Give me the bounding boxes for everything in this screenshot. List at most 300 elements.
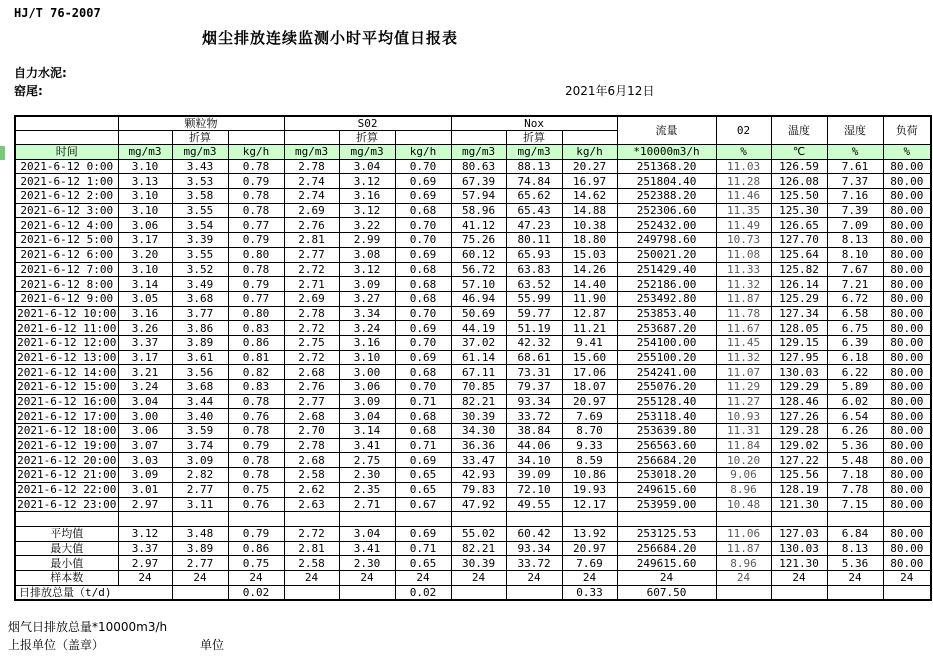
value-cell: 3.21 bbox=[118, 365, 172, 380]
value-cell: 2.77 bbox=[172, 482, 228, 497]
value-cell: 2.71 bbox=[339, 497, 395, 512]
time-cell: 2021-6-12 4:00 bbox=[15, 218, 118, 233]
blank-row bbox=[15, 512, 931, 527]
header-sub-so2: 折算 bbox=[339, 131, 395, 145]
table-row bbox=[15, 468, 931, 483]
value-cell: 126.65 bbox=[771, 218, 827, 233]
value-cell: 253687.20 bbox=[617, 321, 716, 336]
value-cell: 9.41 bbox=[562, 335, 617, 350]
value-cell: 2.77 bbox=[284, 247, 339, 262]
value-cell: 80.00 bbox=[883, 203, 931, 218]
time-cell: 2021-6-12 20:00 bbox=[15, 453, 118, 468]
value-cell: 57.94 bbox=[451, 189, 506, 204]
value-cell: 129.02 bbox=[771, 438, 827, 453]
value-cell: 3.39 bbox=[172, 233, 228, 248]
value-cell: 3.55 bbox=[172, 203, 228, 218]
value-cell: 12.17 bbox=[562, 497, 617, 512]
time-cell: 2021-6-12 13:00 bbox=[15, 350, 118, 365]
value-cell: 3.04 bbox=[339, 159, 395, 174]
value-cell: 2.75 bbox=[339, 453, 395, 468]
value-cell: 6.22 bbox=[827, 365, 883, 380]
summary-value-cell: 33.72 bbox=[506, 556, 562, 571]
value-cell: 8.10 bbox=[827, 247, 883, 262]
value-cell: 253639.80 bbox=[617, 424, 716, 439]
value-cell: 2.72 bbox=[284, 350, 339, 365]
summary-row bbox=[15, 526, 931, 541]
empty-cell bbox=[617, 512, 716, 527]
daily-total-value-cell: 0.02 bbox=[395, 585, 451, 600]
value-cell: 2.35 bbox=[339, 482, 395, 497]
header-group-nox: Nox bbox=[451, 116, 617, 131]
value-cell: 0.71 bbox=[395, 394, 451, 409]
value-cell: 0.80 bbox=[228, 306, 284, 321]
value-cell: 3.03 bbox=[118, 453, 172, 468]
flue-gas-total-note: 烟气日排放总量*10000m3/h bbox=[8, 620, 168, 634]
value-cell: 5.89 bbox=[827, 380, 883, 395]
value-cell: 80.00 bbox=[883, 233, 931, 248]
summary-label-cell: 平均值 bbox=[15, 526, 118, 541]
value-cell: 0.71 bbox=[395, 438, 451, 453]
value-cell: 30.39 bbox=[451, 409, 506, 424]
value-cell: 6.54 bbox=[827, 409, 883, 424]
value-cell: 3.34 bbox=[339, 306, 395, 321]
value-cell: 0.82 bbox=[228, 365, 284, 380]
value-cell: 2.30 bbox=[339, 468, 395, 483]
daily-total-value-cell bbox=[451, 585, 506, 600]
value-cell: 79.37 bbox=[506, 380, 562, 395]
value-cell: 7.15 bbox=[827, 497, 883, 512]
value-cell: 3.12 bbox=[339, 174, 395, 189]
summary-value-cell: 0.86 bbox=[228, 541, 284, 556]
empty-cell bbox=[883, 512, 931, 527]
value-cell: 6.75 bbox=[827, 321, 883, 336]
header-blank bbox=[284, 131, 339, 145]
header-humidity: 湿度 bbox=[827, 116, 883, 145]
value-cell: 46.94 bbox=[451, 291, 506, 306]
value-cell: 251429.40 bbox=[617, 262, 716, 277]
summary-value-cell: 3.89 bbox=[172, 541, 228, 556]
value-cell: 12.87 bbox=[562, 306, 617, 321]
value-cell: 249798.60 bbox=[617, 233, 716, 248]
value-cell: 65.43 bbox=[506, 203, 562, 218]
time-cell: 2021-6-12 6:00 bbox=[15, 247, 118, 262]
unit-cell: kg/h bbox=[228, 145, 284, 160]
value-cell: 11.84 bbox=[716, 438, 771, 453]
table-row bbox=[15, 497, 931, 512]
value-cell: 7.16 bbox=[827, 189, 883, 204]
value-cell: 3.11 bbox=[172, 497, 228, 512]
header-time: 时间 bbox=[15, 145, 118, 160]
value-cell: 125.56 bbox=[771, 468, 827, 483]
value-cell: 36.36 bbox=[451, 438, 506, 453]
value-cell: 41.12 bbox=[451, 218, 506, 233]
value-cell: 3.26 bbox=[118, 321, 172, 336]
value-cell: 3.77 bbox=[172, 306, 228, 321]
daily-total-value-cell: 0.33 bbox=[562, 585, 617, 600]
unit-cell: mg/m3 bbox=[339, 145, 395, 160]
value-cell: 3.13 bbox=[118, 174, 172, 189]
value-cell: 11.29 bbox=[716, 380, 771, 395]
unit-cell: mg/m3 bbox=[172, 145, 228, 160]
value-cell: 14.40 bbox=[562, 277, 617, 292]
value-cell: 0.79 bbox=[228, 233, 284, 248]
value-cell: 2.68 bbox=[284, 453, 339, 468]
value-cell: 6.18 bbox=[827, 350, 883, 365]
value-cell: 0.70 bbox=[395, 233, 451, 248]
value-cell: 33.72 bbox=[506, 409, 562, 424]
value-cell: 0.69 bbox=[395, 453, 451, 468]
value-cell: 44.19 bbox=[451, 321, 506, 336]
header-blank bbox=[118, 131, 172, 145]
value-cell: 0.83 bbox=[228, 321, 284, 336]
value-cell: 11.32 bbox=[716, 277, 771, 292]
value-cell: 0.78 bbox=[228, 159, 284, 174]
value-cell: 63.52 bbox=[506, 277, 562, 292]
value-cell: 3.12 bbox=[339, 203, 395, 218]
value-cell: 3.24 bbox=[339, 321, 395, 336]
header-sub-nox: 折算 bbox=[506, 131, 562, 145]
daily-total-value-cell: 0.02 bbox=[228, 585, 284, 600]
value-cell: 9.33 bbox=[562, 438, 617, 453]
value-cell: 129.29 bbox=[771, 380, 827, 395]
value-cell: 3.24 bbox=[118, 380, 172, 395]
value-cell: 47.23 bbox=[506, 218, 562, 233]
value-cell: 249615.60 bbox=[617, 482, 716, 497]
value-cell: 254100.00 bbox=[617, 335, 716, 350]
value-cell: 80.00 bbox=[883, 189, 931, 204]
summary-value-cell: 3.48 bbox=[172, 526, 228, 541]
value-cell: 3.09 bbox=[339, 394, 395, 409]
value-cell: 19.93 bbox=[562, 482, 617, 497]
value-cell: 50.69 bbox=[451, 306, 506, 321]
empty-cell bbox=[451, 512, 506, 527]
table-row bbox=[15, 482, 931, 497]
value-cell: 3.04 bbox=[339, 409, 395, 424]
value-cell: 0.76 bbox=[228, 409, 284, 424]
value-cell: 16.97 bbox=[562, 174, 617, 189]
time-cell: 2021-6-12 16:00 bbox=[15, 394, 118, 409]
table-row bbox=[15, 394, 931, 409]
value-cell: 2.78 bbox=[284, 159, 339, 174]
value-cell: 3.58 bbox=[172, 189, 228, 204]
summary-value-cell: 2.58 bbox=[284, 556, 339, 571]
value-cell: 3.17 bbox=[118, 233, 172, 248]
value-cell: 61.14 bbox=[451, 350, 506, 365]
table-row bbox=[15, 233, 931, 248]
value-cell: 38.84 bbox=[506, 424, 562, 439]
value-cell: 252432.00 bbox=[617, 218, 716, 233]
report-date: 2021年6月12日 bbox=[565, 84, 655, 98]
table-row bbox=[15, 262, 931, 277]
value-cell: 11.45 bbox=[716, 335, 771, 350]
value-cell: 2.99 bbox=[339, 233, 395, 248]
value-cell: 80.00 bbox=[883, 438, 931, 453]
value-cell: 6.72 bbox=[827, 291, 883, 306]
value-cell: 11.78 bbox=[716, 306, 771, 321]
value-cell: 254241.00 bbox=[617, 365, 716, 380]
value-cell: 80.00 bbox=[883, 365, 931, 380]
table-row bbox=[15, 380, 931, 395]
summary-value-cell: 127.03 bbox=[771, 526, 827, 541]
unit-cell: mg/m3 bbox=[284, 145, 339, 160]
summary-value-cell: 24 bbox=[617, 570, 716, 585]
daily-total-label: 日排放总量（t/d) bbox=[15, 585, 172, 600]
value-cell: 39.09 bbox=[506, 468, 562, 483]
value-cell: 3.12 bbox=[339, 262, 395, 277]
summary-value-cell: 2.81 bbox=[284, 541, 339, 556]
summary-value-cell: 24 bbox=[883, 570, 931, 585]
value-cell: 3.09 bbox=[172, 453, 228, 468]
unit-cell: kg/h bbox=[562, 145, 617, 160]
value-cell: 80.00 bbox=[883, 218, 931, 233]
table-row bbox=[15, 203, 931, 218]
value-cell: 14.88 bbox=[562, 203, 617, 218]
time-cell: 2021-6-12 2:00 bbox=[15, 189, 118, 204]
summary-value-cell: 3.41 bbox=[339, 541, 395, 556]
time-cell: 2021-6-12 18:00 bbox=[15, 424, 118, 439]
value-cell: 0.78 bbox=[228, 394, 284, 409]
value-cell: 3.20 bbox=[118, 247, 172, 262]
summary-value-cell: 24 bbox=[395, 570, 451, 585]
summary-value-cell: 8.13 bbox=[827, 541, 883, 556]
unit-label: 单位 bbox=[200, 638, 225, 652]
value-cell: 59.77 bbox=[506, 306, 562, 321]
summary-value-cell: 93.34 bbox=[506, 541, 562, 556]
value-cell: 11.03 bbox=[716, 159, 771, 174]
value-cell: 3.56 bbox=[172, 365, 228, 380]
value-cell: 88.13 bbox=[506, 159, 562, 174]
value-cell: 80.00 bbox=[883, 174, 931, 189]
value-cell: 57.10 bbox=[451, 277, 506, 292]
value-cell: 80.00 bbox=[883, 159, 931, 174]
summary-label-cell: 最大值 bbox=[15, 541, 118, 556]
value-cell: 75.26 bbox=[451, 233, 506, 248]
value-cell: 5.36 bbox=[827, 438, 883, 453]
summary-value-cell: 11.06 bbox=[716, 526, 771, 541]
value-cell: 3.27 bbox=[339, 291, 395, 306]
value-cell: 42.32 bbox=[506, 335, 562, 350]
value-cell: 3.09 bbox=[118, 468, 172, 483]
value-cell: 65.93 bbox=[506, 247, 562, 262]
value-cell: 2.74 bbox=[284, 189, 339, 204]
summary-value-cell: 13.92 bbox=[562, 526, 617, 541]
value-cell: 3.00 bbox=[118, 409, 172, 424]
empty-cell bbox=[339, 512, 395, 527]
value-cell: 2.70 bbox=[284, 424, 339, 439]
empty-cell bbox=[827, 512, 883, 527]
value-cell: 121.30 bbox=[771, 497, 827, 512]
value-cell: 5.48 bbox=[827, 453, 883, 468]
value-cell: 0.69 bbox=[395, 174, 451, 189]
daily-total-row bbox=[15, 585, 931, 600]
time-cell: 2021-6-12 23:00 bbox=[15, 497, 118, 512]
value-cell: 0.69 bbox=[395, 247, 451, 262]
summary-value-cell: 121.30 bbox=[771, 556, 827, 571]
value-cell: 0.65 bbox=[395, 468, 451, 483]
summary-value-cell: 24 bbox=[827, 570, 883, 585]
value-cell: 37.02 bbox=[451, 335, 506, 350]
value-cell: 51.19 bbox=[506, 321, 562, 336]
value-cell: 0.68 bbox=[395, 277, 451, 292]
value-cell: 0.68 bbox=[395, 409, 451, 424]
value-cell: 73.31 bbox=[506, 365, 562, 380]
header-blank bbox=[395, 131, 451, 145]
value-cell: 0.80 bbox=[228, 247, 284, 262]
time-cell: 2021-6-12 12:00 bbox=[15, 335, 118, 350]
daily-total-value-cell bbox=[339, 585, 395, 600]
summary-value-cell: 24 bbox=[339, 570, 395, 585]
summary-value-cell: 0.79 bbox=[228, 526, 284, 541]
value-cell: 11.07 bbox=[716, 365, 771, 380]
value-cell: 3.44 bbox=[172, 394, 228, 409]
value-cell: 0.70 bbox=[395, 159, 451, 174]
summary-value-cell: 3.04 bbox=[339, 526, 395, 541]
time-cell: 2021-6-12 9:00 bbox=[15, 291, 118, 306]
value-cell: 11.33 bbox=[716, 262, 771, 277]
empty-cell bbox=[284, 512, 339, 527]
daily-total-value-cell bbox=[827, 585, 883, 600]
value-cell: 127.95 bbox=[771, 350, 827, 365]
value-cell: 3.55 bbox=[172, 247, 228, 262]
value-cell: 80.00 bbox=[883, 262, 931, 277]
value-cell: 3.52 bbox=[172, 262, 228, 277]
unit-cell: *10000m3/h bbox=[617, 145, 716, 160]
value-cell: 130.03 bbox=[771, 365, 827, 380]
summary-value-cell: 60.42 bbox=[506, 526, 562, 541]
value-cell: 6.39 bbox=[827, 335, 883, 350]
value-cell: 252186.00 bbox=[617, 277, 716, 292]
table-row bbox=[15, 438, 931, 453]
value-cell: 10.48 bbox=[716, 497, 771, 512]
value-cell: 3.68 bbox=[172, 291, 228, 306]
value-cell: 7.39 bbox=[827, 203, 883, 218]
summary-value-cell: 24 bbox=[228, 570, 284, 585]
summary-value-cell: 24 bbox=[451, 570, 506, 585]
report-unit-label: 上报单位（盖章） bbox=[8, 638, 105, 652]
value-cell: 80.00 bbox=[883, 482, 931, 497]
summary-value-cell: 2.97 bbox=[118, 556, 172, 571]
value-cell: 49.55 bbox=[506, 497, 562, 512]
value-cell: 2.72 bbox=[284, 262, 339, 277]
value-cell: 10.73 bbox=[716, 233, 771, 248]
value-cell: 256563.60 bbox=[617, 438, 716, 453]
value-cell: 125.82 bbox=[771, 262, 827, 277]
value-cell: 34.10 bbox=[506, 453, 562, 468]
summary-value-cell: 24 bbox=[172, 570, 228, 585]
value-cell: 0.81 bbox=[228, 350, 284, 365]
table-header bbox=[15, 116, 931, 159]
summary-value-cell: 24 bbox=[284, 570, 339, 585]
value-cell: 2.78 bbox=[284, 306, 339, 321]
value-cell: 0.69 bbox=[395, 321, 451, 336]
value-cell: 11.90 bbox=[562, 291, 617, 306]
value-cell: 80.00 bbox=[883, 468, 931, 483]
value-cell: 2.81 bbox=[284, 233, 339, 248]
value-cell: 2.69 bbox=[284, 203, 339, 218]
daily-total-value-cell bbox=[506, 585, 562, 600]
value-cell: 0.83 bbox=[228, 380, 284, 395]
value-cell: 128.05 bbox=[771, 321, 827, 336]
value-cell: 0.70 bbox=[395, 380, 451, 395]
value-cell: 129.15 bbox=[771, 335, 827, 350]
value-cell: 47.92 bbox=[451, 497, 506, 512]
value-cell: 127.26 bbox=[771, 409, 827, 424]
value-cell: 0.69 bbox=[395, 350, 451, 365]
header-group-pm: 颗粒物 bbox=[118, 116, 284, 131]
value-cell: 2.58 bbox=[284, 468, 339, 483]
summary-value-cell: 82.21 bbox=[451, 541, 506, 556]
table-row bbox=[15, 218, 931, 233]
value-cell: 65.62 bbox=[506, 189, 562, 204]
header-blank bbox=[228, 131, 284, 145]
value-cell: 128.46 bbox=[771, 394, 827, 409]
value-cell: 3.10 bbox=[118, 203, 172, 218]
value-cell: 80.00 bbox=[883, 453, 931, 468]
value-cell: 0.79 bbox=[228, 174, 284, 189]
value-cell: 3.41 bbox=[339, 438, 395, 453]
header-blank bbox=[15, 131, 118, 145]
value-cell: 0.68 bbox=[395, 203, 451, 218]
monitoring-table bbox=[14, 115, 932, 601]
unit-cell: ℃ bbox=[771, 145, 827, 160]
value-cell: 255128.40 bbox=[617, 394, 716, 409]
table-row bbox=[15, 335, 931, 350]
unit-cell: kg/h bbox=[395, 145, 451, 160]
value-cell: 2.72 bbox=[284, 321, 339, 336]
data-rows bbox=[15, 159, 931, 600]
value-cell: 2.78 bbox=[284, 438, 339, 453]
value-cell: 18.07 bbox=[562, 380, 617, 395]
value-cell: 3.06 bbox=[118, 424, 172, 439]
summary-value-cell: 80.00 bbox=[883, 556, 931, 571]
value-cell: 251804.40 bbox=[617, 174, 716, 189]
value-cell: 252388.20 bbox=[617, 189, 716, 204]
summary-value-cell: 253125.53 bbox=[617, 526, 716, 541]
table-row bbox=[15, 321, 931, 336]
value-cell: 7.37 bbox=[827, 174, 883, 189]
value-cell: 79.83 bbox=[451, 482, 506, 497]
value-cell: 7.69 bbox=[562, 409, 617, 424]
value-cell: 2.77 bbox=[284, 394, 339, 409]
value-cell: 0.78 bbox=[228, 189, 284, 204]
time-cell: 2021-6-12 17:00 bbox=[15, 409, 118, 424]
value-cell: 127.70 bbox=[771, 233, 827, 248]
value-cell: 0.68 bbox=[395, 365, 451, 380]
value-cell: 93.34 bbox=[506, 394, 562, 409]
table-row bbox=[15, 453, 931, 468]
value-cell: 3.61 bbox=[172, 350, 228, 365]
summary-value-cell: 24 bbox=[716, 570, 771, 585]
value-cell: 2.82 bbox=[172, 468, 228, 483]
daily-total-value-cell bbox=[172, 585, 228, 600]
value-cell: 6.02 bbox=[827, 394, 883, 409]
value-cell: 2.63 bbox=[284, 497, 339, 512]
value-cell: 3.43 bbox=[172, 159, 228, 174]
value-cell: 80.63 bbox=[451, 159, 506, 174]
header-temperature: 温度 bbox=[771, 116, 827, 145]
summary-value-cell: 2.30 bbox=[339, 556, 395, 571]
unit-cell: % bbox=[827, 145, 883, 160]
unit-cell: mg/m3 bbox=[506, 145, 562, 160]
header-o2: 02 bbox=[716, 116, 771, 145]
time-cell: 2021-6-12 22:00 bbox=[15, 482, 118, 497]
summary-value-cell: 249615.60 bbox=[617, 556, 716, 571]
green-row-marker bbox=[0, 146, 5, 160]
table-row bbox=[15, 174, 931, 189]
summary-value-cell: 7.69 bbox=[562, 556, 617, 571]
value-cell: 80.00 bbox=[883, 247, 931, 262]
value-cell: 2.62 bbox=[284, 482, 339, 497]
